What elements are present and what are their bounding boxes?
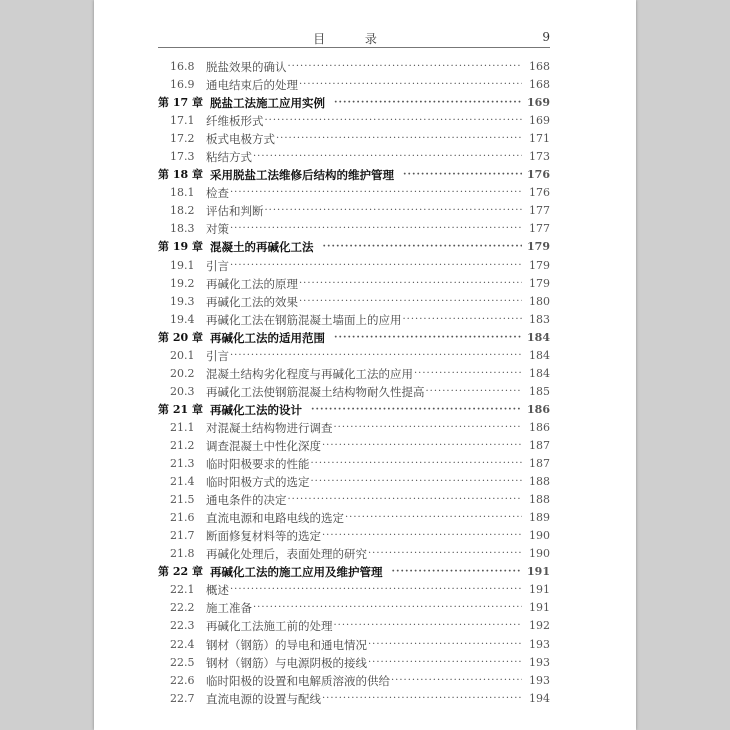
entry-title: 评估和判断 <box>206 204 264 219</box>
toc-section-entry <box>158 148 550 166</box>
entry-title: 再碱化工法的施工应用及维护管理 <box>210 565 383 580</box>
leader-dots <box>299 275 522 293</box>
leader-dots <box>288 58 523 76</box>
running-title: 目 录 <box>313 32 395 46</box>
entry-number: 第 21 章 <box>158 402 203 416</box>
leader-dots <box>253 599 522 617</box>
toc-section-entry <box>158 455 550 473</box>
entry-page: 184 <box>527 330 550 344</box>
entry-title: 调查混凝土中性化深度 <box>206 439 321 453</box>
entry-title: 钢材（钢筋）与电源阴极的接线 <box>206 655 367 670</box>
entry-page: 173 <box>529 150 550 164</box>
leader-dots <box>334 617 523 635</box>
leader-dots <box>265 112 523 130</box>
entry-number: 21.5 <box>170 493 195 507</box>
entry-page: 169 <box>527 96 550 110</box>
leader-dots <box>323 238 523 256</box>
leader-dots <box>311 401 522 419</box>
toc-chapter-entry <box>158 94 550 112</box>
entry-title: 脱盐效果的确认 <box>206 60 287 75</box>
entry-page: 191 <box>529 583 550 597</box>
entry-title: 混凝土结构劣化程度与再碱化工法的应用 <box>206 366 413 381</box>
entry-page: 191 <box>529 601 550 615</box>
entry-title: 施工准备 <box>206 601 252 616</box>
entry-title: 采用脱盐工法维修后结构的维护管理 <box>210 168 394 183</box>
entry-page: 189 <box>529 511 550 525</box>
entry-number: 22.7 <box>170 691 195 705</box>
entry-page: 191 <box>527 565 550 579</box>
entry-title: 概述 <box>206 583 229 598</box>
entry-number: 第 17 章 <box>158 96 203 110</box>
entry-number: 19.1 <box>170 258 195 272</box>
entry-page: 168 <box>529 78 550 92</box>
toc-section-entry <box>158 112 550 130</box>
entry-page: 188 <box>529 493 550 507</box>
entry-number: 第 20 章 <box>158 330 203 344</box>
entry-title: 粘结方式 <box>206 150 252 165</box>
toc-section-entry <box>158 473 550 491</box>
toc-section-entry <box>158 437 550 455</box>
entry-title: 临时阳极方式的选定 <box>206 475 310 490</box>
leader-dots <box>368 636 522 654</box>
entry-page: 169 <box>529 114 550 128</box>
leader-dots <box>230 257 522 275</box>
toc-section-entry <box>158 347 550 365</box>
leader-dots <box>311 473 523 491</box>
leader-dots <box>322 527 522 545</box>
entry-number: 16.9 <box>170 78 195 92</box>
entry-page: 187 <box>529 439 550 452</box>
entry-page: 190 <box>529 529 550 543</box>
entry-page: 168 <box>529 60 550 74</box>
entry-title: 板式电极方式 <box>206 132 275 147</box>
leader-dots <box>322 690 522 708</box>
toc-section-entry <box>158 509 550 527</box>
toc-section-entry <box>158 383 550 401</box>
toc-section-entry <box>158 76 550 94</box>
entry-page: 179 <box>529 258 550 272</box>
page-number: 9 <box>542 30 550 44</box>
toc-section-entry <box>158 184 550 202</box>
entry-title: 直流电源的设置与配线 <box>206 691 321 706</box>
toc-chapter-entry <box>158 329 550 347</box>
entry-page: 186 <box>527 402 550 416</box>
entry-number: 21.2 <box>170 439 195 452</box>
leader-dots <box>230 184 522 202</box>
toc-section-entry <box>158 581 550 599</box>
entry-number: 22.1 <box>170 583 195 597</box>
toc-chapter-entry <box>158 166 550 184</box>
entry-title: 断面修复材料等的选定 <box>206 529 321 544</box>
leader-dots <box>299 76 522 94</box>
entry-page: 171 <box>529 132 550 146</box>
toc-section-entry <box>158 130 550 148</box>
entry-page: 180 <box>529 294 550 308</box>
toc-chapter-entry <box>158 401 550 419</box>
entry-page: 186 <box>529 420 550 434</box>
entry-title: 再碱化处理后，表面处理的研究 <box>206 547 367 562</box>
toc-section-entry <box>158 617 550 635</box>
leader-dots <box>368 654 522 672</box>
leader-dots <box>322 437 522 455</box>
entry-title: 再碱化工法施工前的处理 <box>206 619 333 634</box>
toc-section-entry <box>158 365 550 383</box>
leader-dots <box>334 419 523 437</box>
entry-title: 临时阳极要求的性能 <box>206 457 310 472</box>
entry-title: 检查 <box>206 186 229 201</box>
leader-dots <box>230 220 522 238</box>
toc-section-entry <box>158 202 550 220</box>
entry-page: 184 <box>529 366 550 380</box>
entry-number: 21.1 <box>170 420 195 434</box>
entry-page: 176 <box>527 168 550 182</box>
entry-number: 21.8 <box>170 547 195 561</box>
entry-title: 混凝土的再碱化工法 <box>210 240 314 255</box>
leader-dots <box>414 365 522 383</box>
toc-section-entry <box>158 672 550 690</box>
leader-dots <box>368 545 522 563</box>
toc-section-entry <box>158 690 550 708</box>
toc-chapter-entry <box>158 238 550 256</box>
toc-section-entry <box>158 636 550 654</box>
entry-number: 19.2 <box>170 276 195 290</box>
entry-number: 21.7 <box>170 529 195 543</box>
entry-title: 再碱化工法使钢筋混凝土结构物耐久性提高 <box>206 384 425 399</box>
leader-dots <box>253 148 522 166</box>
leader-dots <box>230 581 522 599</box>
leader-dots <box>334 329 522 347</box>
entry-number: 18.1 <box>170 186 195 200</box>
entry-title: 再碱化工法的原理 <box>206 276 298 291</box>
leader-dots <box>426 383 523 401</box>
leader-dots <box>230 347 522 365</box>
entry-page: 184 <box>529 348 550 362</box>
entry-page: 188 <box>529 475 550 489</box>
entry-number: 19.3 <box>170 294 195 308</box>
toc-chapter-entry <box>158 563 550 581</box>
entry-title: 引言 <box>206 348 229 363</box>
entry-number: 21.3 <box>170 457 195 471</box>
toc-section-entry <box>158 58 550 76</box>
entry-title: 对混凝土结构物进行调查 <box>206 420 333 435</box>
leader-dots <box>288 491 523 509</box>
entry-title: 再碱化工法在钢筋混凝土墙面上的应用 <box>206 312 402 327</box>
entry-number: 22.6 <box>170 673 195 687</box>
entry-number: 22.5 <box>170 655 195 669</box>
leader-dots <box>392 563 523 581</box>
toc-section-entry <box>158 311 550 329</box>
toc-section-entry <box>158 257 550 275</box>
entry-title: 再碱化工法的设计 <box>210 402 302 417</box>
toc-section-entry <box>158 293 550 311</box>
entry-title: 对策 <box>206 222 229 237</box>
entry-number: 20.3 <box>170 384 195 398</box>
toc-section-entry <box>158 419 550 437</box>
entry-title: 直流电源和电路电线的选定 <box>206 511 344 526</box>
page-header <box>158 27 550 48</box>
entry-number: 22.3 <box>170 619 195 633</box>
toc-section-entry <box>158 527 550 545</box>
entry-title: 再碱化工法的效果 <box>206 294 298 309</box>
entry-page: 187 <box>529 457 550 471</box>
toc-section-entry <box>158 220 550 238</box>
entry-page: 193 <box>529 655 550 669</box>
document-page <box>94 0 636 730</box>
entry-number: 21.6 <box>170 511 195 525</box>
entry-number: 17.3 <box>170 150 195 164</box>
entry-number: 17.1 <box>170 114 195 128</box>
entry-number: 19.4 <box>170 312 195 326</box>
entry-page: 193 <box>529 673 550 687</box>
entry-page: 177 <box>529 222 550 236</box>
leader-dots <box>311 455 523 473</box>
entry-page: 193 <box>529 637 550 651</box>
leader-dots <box>334 94 522 112</box>
entry-number: 第 18 章 <box>158 168 203 182</box>
entry-page: 190 <box>529 547 550 561</box>
entry-title: 脱盐工法施工应用实例 <box>210 96 325 111</box>
entry-page: 183 <box>529 312 550 326</box>
toc-section-entry <box>158 491 550 509</box>
entry-number: 第 19 章 <box>158 240 203 254</box>
entry-page: 192 <box>529 619 550 633</box>
leader-dots <box>265 202 523 220</box>
entry-page: 179 <box>529 276 550 290</box>
entry-title: 通电条件的决定 <box>206 493 287 508</box>
table-of-contents <box>158 58 550 708</box>
leader-dots <box>276 130 522 148</box>
entry-page: 194 <box>529 691 550 705</box>
entry-title: 引言 <box>206 258 229 273</box>
leader-dots <box>403 311 523 329</box>
toc-section-entry <box>158 599 550 617</box>
entry-number: 16.8 <box>170 60 195 74</box>
leader-dots <box>403 166 522 184</box>
entry-page: 179 <box>527 240 550 254</box>
entry-title: 临时阳极的设置和电解质溶液的供给 <box>206 673 390 688</box>
leader-dots <box>391 672 522 690</box>
toc-section-entry <box>158 545 550 563</box>
entry-number: 第 22 章 <box>158 565 203 579</box>
entry-title: 再碱化工法的适用范围 <box>210 330 325 345</box>
leader-dots <box>345 509 522 527</box>
entry-title: 纤维板形式 <box>206 114 264 129</box>
entry-number: 20.2 <box>170 366 195 380</box>
leader-dots <box>299 293 522 311</box>
entry-number: 17.2 <box>170 132 195 146</box>
toc-section-entry <box>158 654 550 672</box>
entry-page: 177 <box>529 204 550 218</box>
entry-number: 18.2 <box>170 204 195 218</box>
entry-number: 22.2 <box>170 601 195 615</box>
entry-number: 22.4 <box>170 637 195 651</box>
entry-page: 176 <box>529 186 550 200</box>
entry-title: 钢材（钢筋）的导电和通电情况 <box>206 637 367 652</box>
entry-page: 185 <box>529 384 550 398</box>
entry-number: 21.4 <box>170 475 195 489</box>
entry-title: 通电结束后的处理 <box>206 78 298 93</box>
toc-section-entry <box>158 275 550 293</box>
entry-number: 18.3 <box>170 222 195 236</box>
entry-number: 20.1 <box>170 348 195 362</box>
